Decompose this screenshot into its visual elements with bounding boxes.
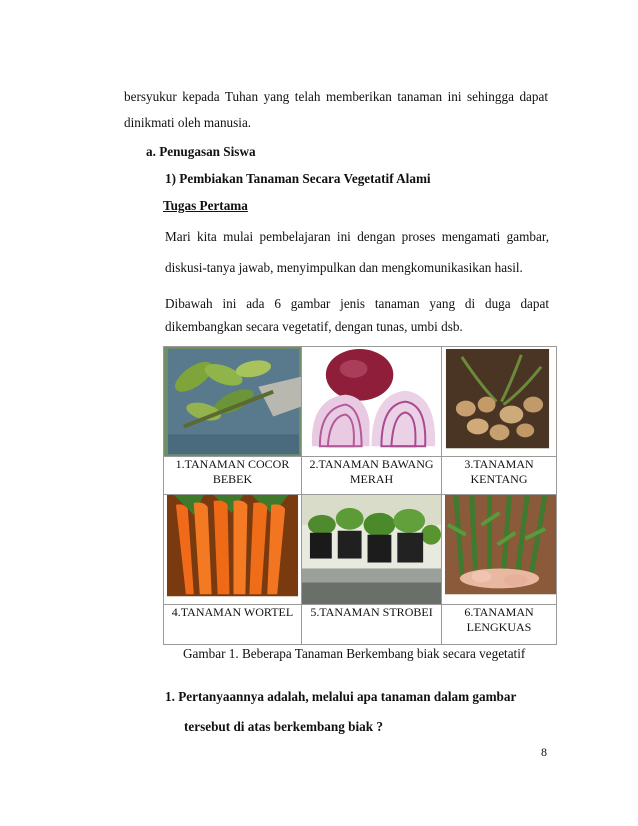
plant-caption: 4.TANAMAN WORTEL (164, 605, 302, 645)
description-line-2: dikembangkan secara vegetatif, dengan tunas, umbi dsb. (165, 319, 463, 334)
plant-caption: 5.TANAMAN STROBEI (302, 605, 442, 645)
instruction-line-2: diskusi-tanya jawab, menyimpulkan dan mengkomunikasikan hasil. (165, 260, 523, 275)
instruction-line-1: Mari kita mulai pembelajaran ini dengan proses mengamati gambar, (165, 229, 549, 244)
strawberry-image (302, 495, 441, 604)
plant-image-cell (164, 495, 302, 605)
plant-caption: 2.TANAMAN BAWANG MERAH (302, 457, 442, 495)
plant-caption: 6.TANAMAN LENGKUAS (442, 605, 557, 645)
carrot-image (164, 495, 301, 604)
section-heading-a: a. Penugasan Siswa (146, 144, 256, 159)
potato-image (442, 347, 556, 456)
plant-caption: 1.TANAMAN COCOR BEBEK (164, 457, 302, 495)
page-number: 8 (541, 745, 547, 759)
galangal-image (442, 495, 556, 604)
body-text-line-1: bersyukur kepada Tuhan yang telah memberikan tanaman ini sehingga dapat (124, 89, 548, 104)
plant-image-cell (302, 495, 442, 605)
question-line-1: 1. Pertanyaannya adalah, melalui apa tanaman dalam gambar (165, 689, 517, 704)
plant-caption: 3.TANAMAN KENTANG (442, 457, 557, 495)
plant-image-cell (442, 495, 557, 605)
plant-image-cell (442, 347, 557, 457)
plant-image-cell (164, 347, 302, 457)
plant-image-cell (302, 347, 442, 457)
task-heading: Tugas Pertama (163, 198, 248, 213)
figure-caption: Gambar 1. Beberapa Tanaman Berkembang biak secara vegetatif (183, 646, 526, 661)
cocor-bebek-image (164, 347, 301, 456)
description-line-1: Dibawah ini ada 6 gambar jenis tanaman yang di duga dapat (165, 296, 549, 311)
red-onion-image (302, 347, 441, 456)
plant-image-table (163, 346, 557, 645)
question-line-2: tersebut di atas berkembang biak ? (184, 719, 383, 734)
subsection-heading-1: 1) Pembiakan Tanaman Secara Vegetatif Alami (165, 171, 431, 186)
body-text-line-2: dinikmati oleh manusia. (124, 115, 252, 130)
